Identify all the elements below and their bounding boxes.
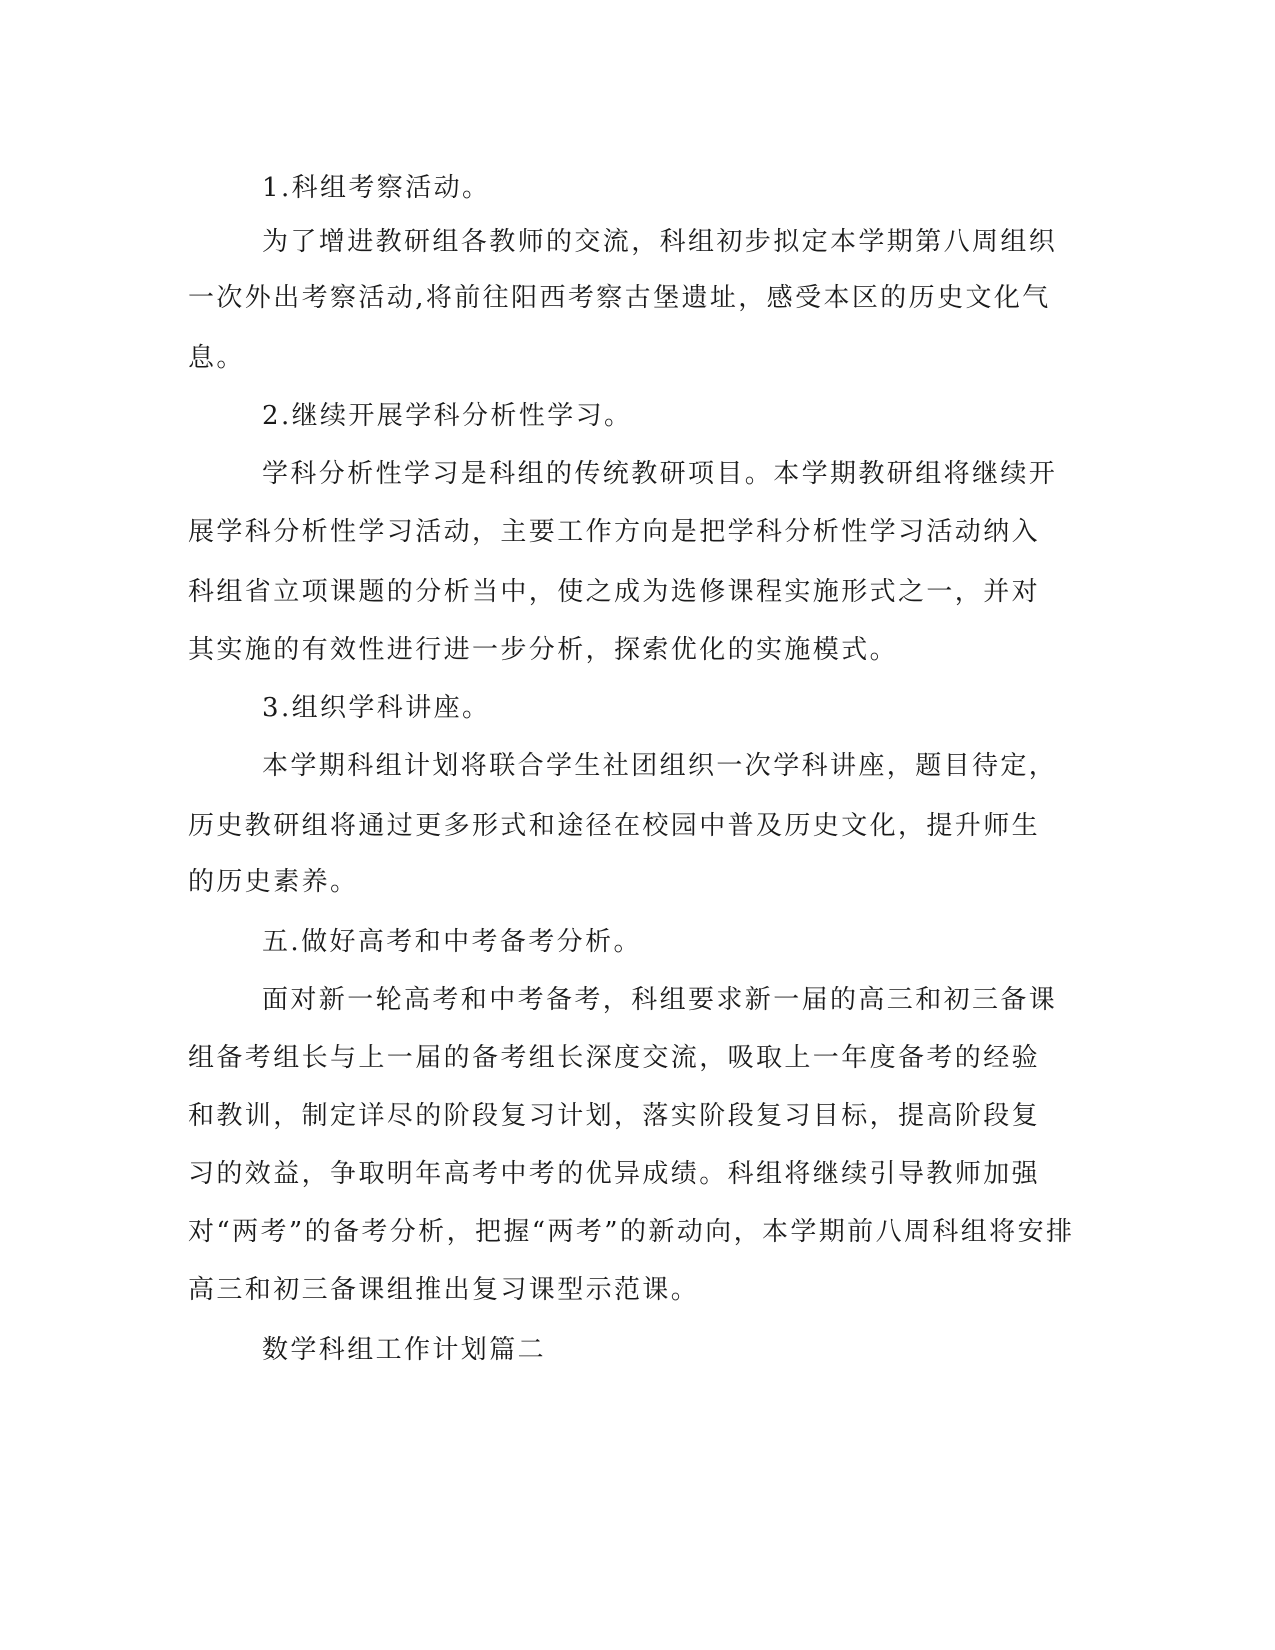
paragraph-line: 的历史素养。 [188,867,359,897]
paragraph-line: 其实施的有效性进行进一步分析，探索优化的实施模式。 [188,635,899,665]
paragraph-line: 历史教研组将通过更多形式和途径在校园中普及历史文化，提升师生 [188,811,1041,841]
paragraph-line: 息。 [188,343,245,373]
paragraph-line: 科组省立项课题的分析当中，使之成为选修课程实施形式之一，并对 [188,577,1041,607]
heading-field-trip: 1.科组考察活动。 [262,173,491,203]
paragraph-line: 学科分析性学习是科组的传统教研项目。本学期教研组将继续开 [262,459,1058,489]
paragraph-line: 面对新一轮高考和中考备考，科组要求新一届的高三和初三备课 [262,985,1058,1015]
paragraph-line: 对“两考”的备考分析，把握“两考”的新动向，本学期前八周科组将安排 [188,1217,1075,1247]
paragraph-line: 为了增进教研组各教师的交流，科组初步拟定本学期第八周组织 [262,227,1058,257]
paragraph-line: 一次外出考察活动,将前往阳西考察古堡遗址，感受本区的历史文化气 [188,283,1051,313]
paragraph-line: 和教训，制定详尽的阶段复习计划，落实阶段复习目标，提高阶段复 [188,1101,1041,1131]
heading-analysis-study: 2.继续开展学科分析性学习。 [262,401,633,431]
paragraph-line: 习的效益，争取明年高考中考的优异成绩。科组将继续引导教师加强 [188,1159,1041,1189]
paragraph-line: 展学科分析性学习活动，主要工作方向是把学科分析性学习活动纳入 [188,517,1041,547]
paragraph-line: 高三和初三备课组推出复习课型示范课。 [188,1275,700,1305]
section-title-math-plan: 数学科组工作计划篇二 [262,1335,547,1365]
heading-lecture: 3.组织学科讲座。 [262,693,491,723]
heading-exam-prep: 五.做好高考和中考备考分析。 [262,927,642,957]
paragraph-line: 组备考组长与上一届的备考组长深度交流，吸取上一年度备考的经验 [188,1043,1041,1073]
paragraph-line: 本学期科组计划将联合学生社团组织一次学科讲座，题目待定， [262,751,1058,781]
